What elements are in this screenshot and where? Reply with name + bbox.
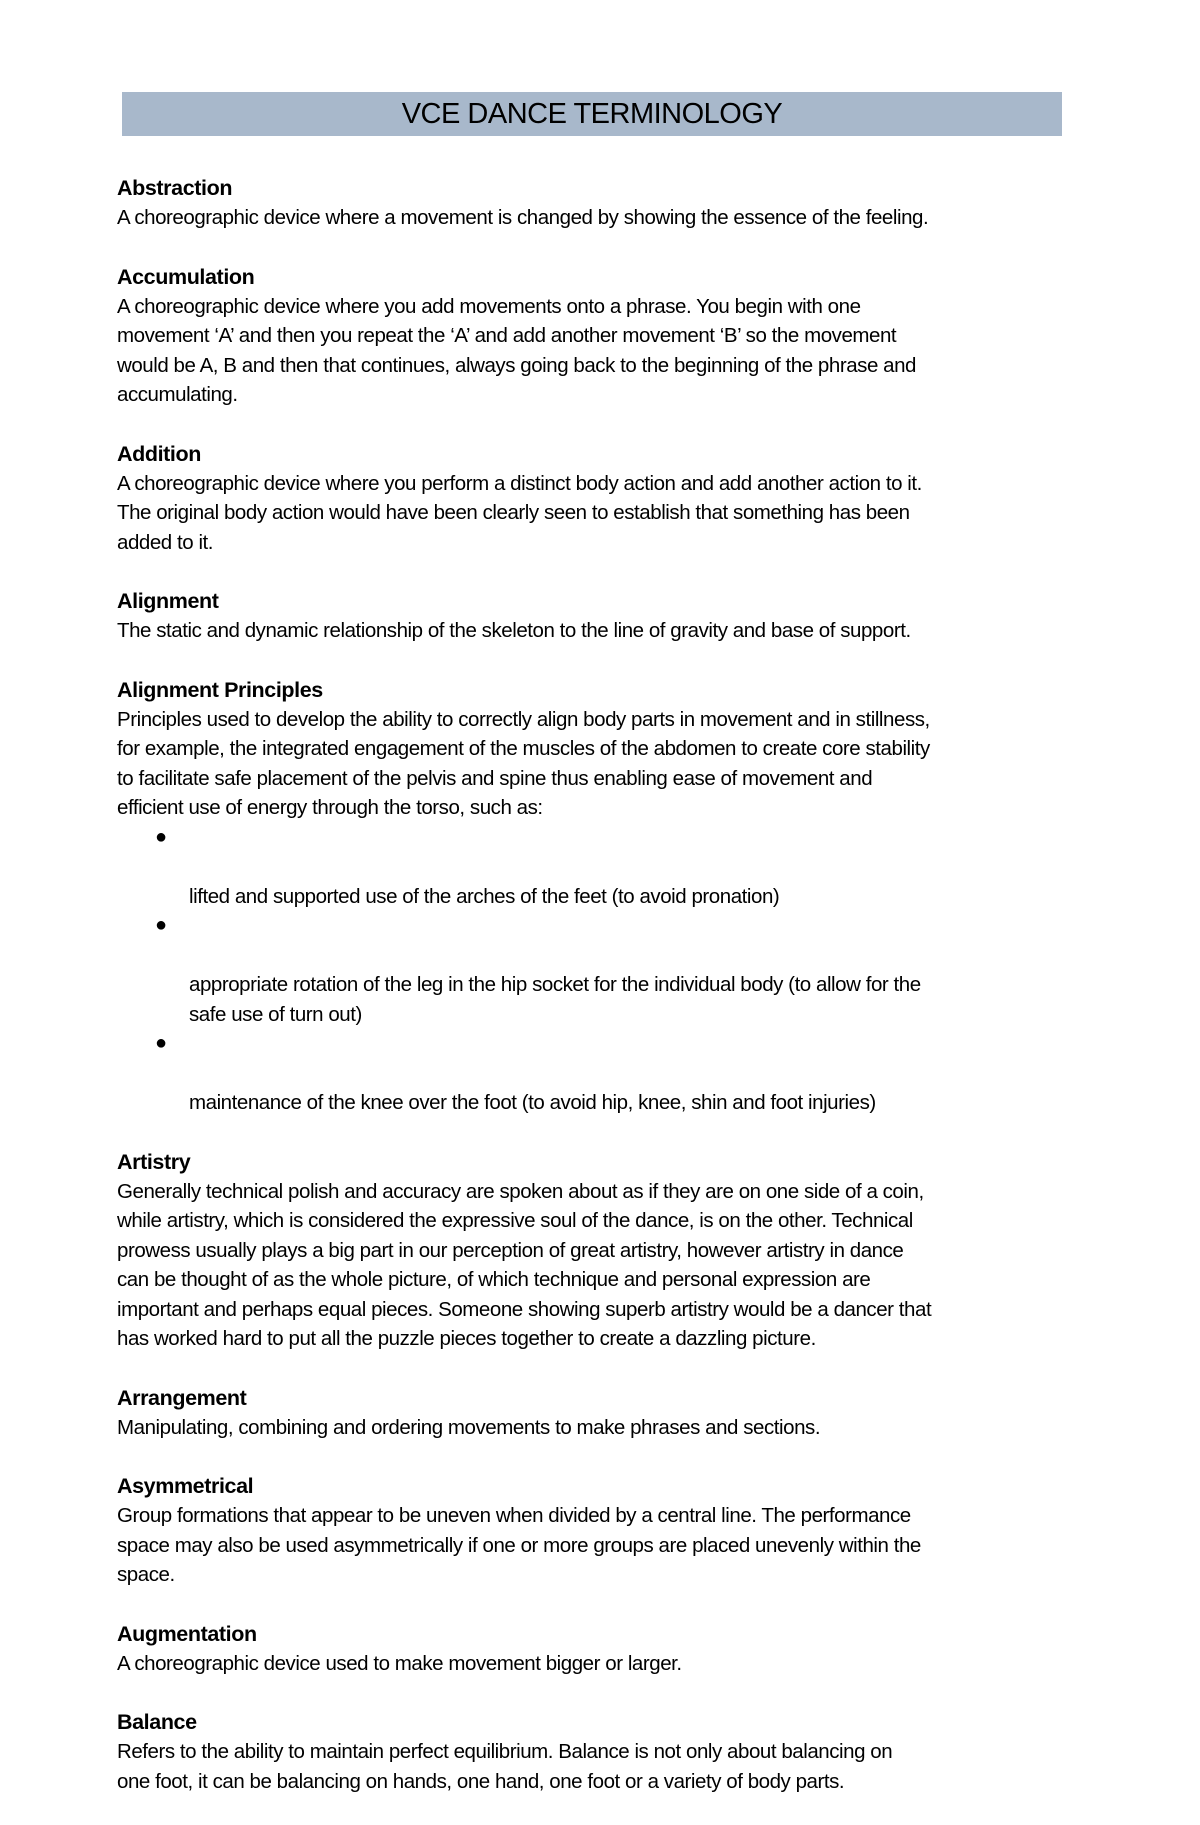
term-entry-abstraction bbox=[117, 173, 1077, 233]
page-title: VCE DANCE TERMINOLOGY bbox=[401, 97, 783, 130]
term-definition: A choreographic device where a movement is changed by showing the essence of the feeling. bbox=[117, 206, 929, 229]
term-definition: The static and dynamic relationship of the skeleton to the line of gravity and base of support. bbox=[117, 619, 911, 642]
terminology-list bbox=[117, 173, 1077, 1825]
term-definition: A choreographic device where you perform a distinct body action and add another action to it. The original body action would have been clearly seen to establish that something has been added to it. bbox=[117, 471, 922, 554]
term-definition: A choreographic device where you add movements onto a phrase. You begin with one movement ‘A’ and then you repeat the ‘A’ and add another movement ‘B’ so the movement would be A, B and then that continues, always going back to the beginning of the phrase and accumulating. bbox=[117, 294, 917, 406]
bullet-item bbox=[155, 1029, 1077, 1118]
bullet-list bbox=[117, 823, 1077, 1118]
term-entry-addition bbox=[117, 439, 1077, 558]
term-entry-artistry bbox=[117, 1147, 1077, 1354]
term-heading: Augmentation bbox=[117, 1621, 257, 1646]
term-heading: Alignment bbox=[117, 589, 219, 613]
term-entry-arrangement bbox=[117, 1383, 1077, 1443]
term-definition: Principles used to develop the ability to correctly align body parts in movement and in stillness, for example, the integrated engagement of the muscles of the abdomen to create core stability to facilitate safe placement of the pelvis and spine thus enabling ease of movement and efficient use of energy through the torso, such as: bbox=[117, 707, 930, 819]
term-entry-accumulation bbox=[117, 262, 1077, 410]
term-entry-alignment-principles bbox=[117, 675, 1077, 1118]
term-definition: A choreographic device used to make movement bigger or larger. bbox=[117, 1651, 682, 1675]
term-entry-augmentation bbox=[117, 1619, 1077, 1679]
bullet-text: lifted and supported use of the arches of the feet (to avoid pronation) bbox=[189, 884, 780, 908]
term-definition: Generally technical polish and accuracy are spoken about as if they are on one side of a coin, while artistry, which is considered the expressive soul of the dance, is on the other. Technical prowess usually plays a big part in our perception of great artistry, however artistry in dance can be thought of as the whole picture, of which technique and personal expression are important and perhaps equal pieces. Someone showing superb artistry would be a dancer that has worked hard to put all the puzzle pieces together to create a dazzling picture. bbox=[117, 1179, 932, 1350]
term-entry-balance bbox=[117, 1707, 1077, 1796]
term-definition: Refers to the ability to maintain perfect equilibrium. Balance is not only about balancing on one foot, it can be balancing on hands, one hand, one foot or a variety of body parts. bbox=[117, 1740, 893, 1793]
term-heading: Alignment Principles bbox=[117, 677, 323, 702]
term-heading: Addition bbox=[117, 441, 201, 466]
term-heading: Balance bbox=[117, 1710, 197, 1734]
bullet-text: appropriate rotation of the leg in the hip socket for the individual body (to allow for the safe use of turn out) bbox=[189, 973, 921, 1026]
term-heading: Accumulation bbox=[117, 264, 255, 289]
bullet-icon: ● bbox=[155, 914, 167, 936]
bullet-icon: ● bbox=[155, 1032, 167, 1054]
bullet-item bbox=[155, 823, 1077, 912]
title-banner bbox=[122, 92, 1062, 136]
bullet-item bbox=[155, 911, 1077, 1029]
bullet-text: maintenance of the knee over the foot (to avoid hip, knee, shin and foot injuries) bbox=[189, 1091, 876, 1114]
term-definition: Manipulating, combining and ordering movements to make phrases and sections. bbox=[117, 1415, 821, 1439]
bullet-icon: ● bbox=[155, 825, 167, 848]
term-entry-alignment bbox=[117, 586, 1077, 646]
term-definition: Group formations that appear to be uneven when divided by a central line. The performance space may also be used asymmetrically if one or more groups are placed unevenly within the space. bbox=[117, 1504, 921, 1586]
term-heading: Abstraction bbox=[117, 176, 233, 200]
term-heading: Asymmetrical bbox=[117, 1474, 254, 1498]
term-entry-asymmetrical bbox=[117, 1471, 1077, 1590]
term-heading: Arrangement bbox=[117, 1385, 247, 1410]
term-heading: Artistry bbox=[117, 1149, 191, 1174]
